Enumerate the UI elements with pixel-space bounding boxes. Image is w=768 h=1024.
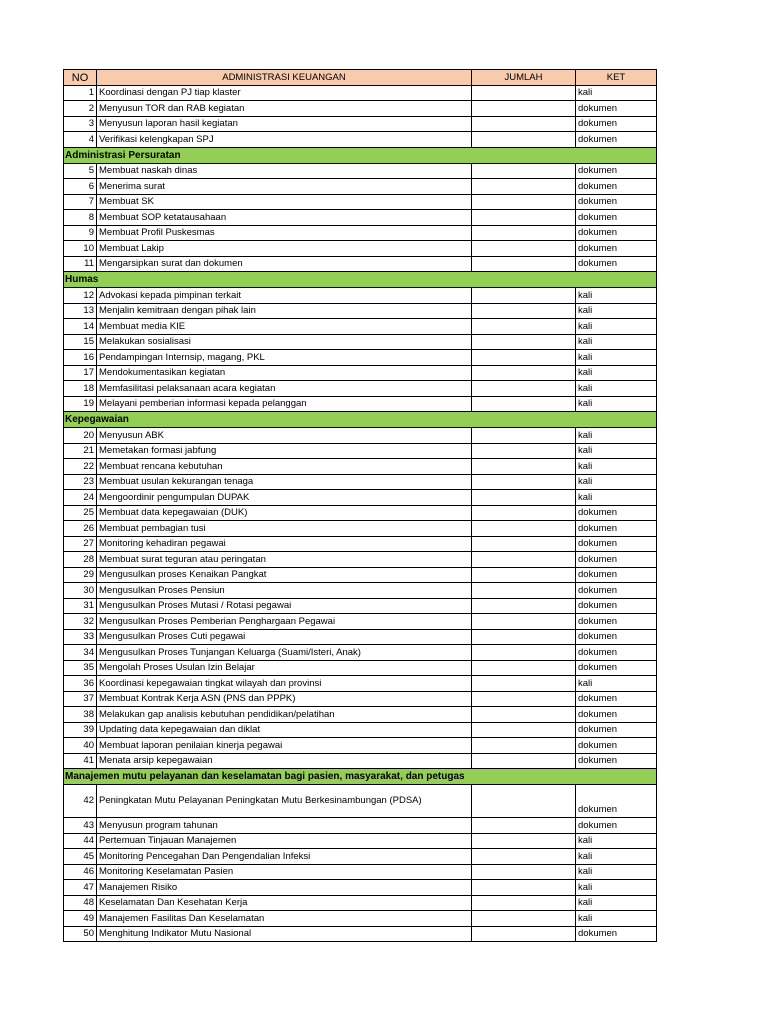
table-row xyxy=(64,505,657,521)
cell-description: Verifikasi kelengkapan SPJ xyxy=(97,132,472,148)
cell-description: Pertemuan Tinjauan Manajemen xyxy=(97,833,472,849)
cell-jumlah xyxy=(472,738,576,754)
cell-ket: dokumen xyxy=(576,753,657,769)
cell-no: 2 xyxy=(64,101,97,117)
spreadsheet-table xyxy=(63,69,657,942)
cell-jumlah xyxy=(472,707,576,723)
table-row xyxy=(64,738,657,754)
cell-description: Membuat Profil Puskesmas xyxy=(97,225,472,241)
cell-no: 6 xyxy=(64,179,97,195)
table-row xyxy=(64,722,657,738)
cell-jumlah xyxy=(472,926,576,942)
table-row xyxy=(64,163,657,179)
table-row xyxy=(64,179,657,195)
table-row xyxy=(64,926,657,942)
cell-jumlah xyxy=(472,101,576,117)
cell-description: Menyusun TOR dan RAB kegiatan xyxy=(97,101,472,117)
cell-no: 24 xyxy=(64,490,97,506)
cell-ket: dokumen xyxy=(576,614,657,630)
cell-ket: dokumen xyxy=(576,785,657,818)
cell-jumlah xyxy=(472,598,576,614)
table-row xyxy=(64,85,657,101)
cell-jumlah xyxy=(472,567,576,583)
cell-ket: dokumen xyxy=(576,645,657,661)
cell-jumlah xyxy=(472,753,576,769)
cell-ket: kali xyxy=(576,319,657,335)
cell-jumlah xyxy=(472,676,576,692)
cell-description: Koordinasi kepegawaian tingkat wilayah dan provinsi xyxy=(97,676,472,692)
table-row xyxy=(64,334,657,350)
table-row xyxy=(64,753,657,769)
cell-jumlah xyxy=(472,225,576,241)
cell-jumlah xyxy=(472,833,576,849)
section-row xyxy=(64,769,657,785)
cell-jumlah xyxy=(472,381,576,397)
cell-ket: dokumen xyxy=(576,707,657,723)
table-row xyxy=(64,319,657,335)
cell-no: 31 xyxy=(64,598,97,614)
cell-jumlah xyxy=(472,474,576,490)
cell-description: Mengusulkan Proses Mutasi / Rotasi pegawai xyxy=(97,598,472,614)
table-row xyxy=(64,614,657,630)
table-row xyxy=(64,474,657,490)
cell-no: 42 xyxy=(64,785,97,818)
header-row xyxy=(64,70,657,86)
cell-no: 17 xyxy=(64,365,97,381)
cell-jumlah xyxy=(472,132,576,148)
table-row xyxy=(64,101,657,117)
cell-description: Menyusun ABK xyxy=(97,428,472,444)
table-row xyxy=(64,256,657,272)
cell-ket: kali xyxy=(576,490,657,506)
cell-jumlah xyxy=(472,334,576,350)
cell-jumlah xyxy=(472,256,576,272)
table-row xyxy=(64,660,657,676)
cell-jumlah xyxy=(472,614,576,630)
cell-description: Membuat surat teguran atau peringatan xyxy=(97,552,472,568)
cell-jumlah xyxy=(472,319,576,335)
table-row xyxy=(64,536,657,552)
cell-ket: dokumen xyxy=(576,210,657,226)
cell-ket: kali xyxy=(576,303,657,319)
table-row xyxy=(64,521,657,537)
cell-jumlah xyxy=(472,552,576,568)
cell-description: Menjalin kemitraan dengan pihak lain xyxy=(97,303,472,319)
table-row xyxy=(64,707,657,723)
cell-jumlah xyxy=(472,521,576,537)
cell-no: 11 xyxy=(64,256,97,272)
cell-jumlah xyxy=(472,785,576,818)
table-row xyxy=(64,849,657,865)
cell-jumlah xyxy=(472,443,576,459)
cell-description: Membuat pembagian tusi xyxy=(97,521,472,537)
cell-no: 18 xyxy=(64,381,97,397)
table-row xyxy=(64,645,657,661)
cell-description: Menata arsip kepegawaian xyxy=(97,753,472,769)
cell-jumlah xyxy=(472,241,576,257)
table-row xyxy=(64,864,657,880)
cell-description: Updating data kepegawaian dan diklat xyxy=(97,722,472,738)
cell-description: Membuat data kepegawaian (DUK) xyxy=(97,505,472,521)
cell-ket: dokumen xyxy=(576,132,657,148)
cell-jumlah xyxy=(472,365,576,381)
cell-ket: kali xyxy=(576,833,657,849)
cell-description: Mengusulkan Proses Tunjangan Keluarga (Suami/Isteri, Anak) xyxy=(97,645,472,661)
cell-no: 48 xyxy=(64,895,97,911)
cell-no: 36 xyxy=(64,676,97,692)
section-row xyxy=(64,147,657,163)
table-row xyxy=(64,911,657,927)
cell-no: 22 xyxy=(64,459,97,475)
cell-no: 28 xyxy=(64,552,97,568)
cell-description: Monitoring Keselamatan Pasien xyxy=(97,864,472,880)
cell-ket: kali xyxy=(576,428,657,444)
cell-jumlah xyxy=(472,583,576,599)
cell-description: Membuat media KIE xyxy=(97,319,472,335)
cell-no: 7 xyxy=(64,194,97,210)
cell-no: 13 xyxy=(64,303,97,319)
cell-ket: kali xyxy=(576,288,657,304)
cell-no: 15 xyxy=(64,334,97,350)
cell-description: Mengoordinir pengumpulan DUPAK xyxy=(97,490,472,506)
section-label: Manajemen mutu pelayanan dan keselamatan bagi pasien, masyarakat, dan petugas xyxy=(64,769,657,785)
table-row xyxy=(64,833,657,849)
table-row xyxy=(64,210,657,226)
cell-ket: kali xyxy=(576,381,657,397)
cell-no: 26 xyxy=(64,521,97,537)
section-label: Kepegawaian xyxy=(64,412,657,428)
cell-ket: kali xyxy=(576,849,657,865)
cell-description: Manajemen Risiko xyxy=(97,880,472,896)
table-row xyxy=(64,194,657,210)
section-row xyxy=(64,272,657,288)
cell-description: Mengusulkan Proses Pemberian Penghargaan Pegawai xyxy=(97,614,472,630)
cell-no: 38 xyxy=(64,707,97,723)
cell-ket: dokumen xyxy=(576,598,657,614)
cell-no: 43 xyxy=(64,818,97,834)
cell-ket: dokumen xyxy=(576,116,657,132)
cell-description: Menerima surat xyxy=(97,179,472,195)
table-row xyxy=(64,785,657,818)
cell-description: Memetakan formasi jabfung xyxy=(97,443,472,459)
cell-ket: kali xyxy=(576,350,657,366)
cell-ket: dokumen xyxy=(576,691,657,707)
cell-jumlah xyxy=(472,85,576,101)
table-row xyxy=(64,365,657,381)
cell-description: Membuat usulan kekurangan tenaga xyxy=(97,474,472,490)
cell-jumlah xyxy=(472,428,576,444)
cell-description: Melakukan gap analisis kebutuhan pendidikan/pelatihan xyxy=(97,707,472,723)
cell-jumlah xyxy=(472,490,576,506)
cell-no: 19 xyxy=(64,396,97,412)
cell-jumlah xyxy=(472,163,576,179)
cell-no: 3 xyxy=(64,116,97,132)
table-row xyxy=(64,895,657,911)
cell-no: 35 xyxy=(64,660,97,676)
cell-description: Menyusun program tahunan xyxy=(97,818,472,834)
cell-ket: dokumen xyxy=(576,241,657,257)
header-title: ADMINISTRASI KEUANGAN xyxy=(97,70,472,86)
cell-ket: dokumen xyxy=(576,505,657,521)
cell-no: 37 xyxy=(64,691,97,707)
cell-no: 25 xyxy=(64,505,97,521)
table-body xyxy=(64,85,657,942)
cell-description: Advokasi kepada pimpinan terkait xyxy=(97,288,472,304)
cell-no: 46 xyxy=(64,864,97,880)
cell-jumlah xyxy=(472,210,576,226)
cell-ket: kali xyxy=(576,676,657,692)
cell-no: 33 xyxy=(64,629,97,645)
cell-no: 50 xyxy=(64,926,97,942)
table-row xyxy=(64,691,657,707)
cell-ket: dokumen xyxy=(576,722,657,738)
cell-jumlah xyxy=(472,194,576,210)
cell-description: Melakukan sosialisasi xyxy=(97,334,472,350)
cell-no: 10 xyxy=(64,241,97,257)
cell-ket: dokumen xyxy=(576,194,657,210)
cell-jumlah xyxy=(472,691,576,707)
cell-no: 34 xyxy=(64,645,97,661)
cell-description: Mengusulkan proses Kenaikan Pangkat xyxy=(97,567,472,583)
cell-description: Mengarsipkan surat dan dokumen xyxy=(97,256,472,272)
section-label: Administrasi Persuratan xyxy=(64,147,657,163)
cell-ket: dokumen xyxy=(576,521,657,537)
cell-no: 20 xyxy=(64,428,97,444)
cell-jumlah xyxy=(472,880,576,896)
cell-no: 8 xyxy=(64,210,97,226)
cell-no: 16 xyxy=(64,350,97,366)
cell-ket: dokumen xyxy=(576,101,657,117)
cell-description: Membuat Lakip xyxy=(97,241,472,257)
cell-jumlah xyxy=(472,288,576,304)
cell-no: 49 xyxy=(64,911,97,927)
cell-ket: kali xyxy=(576,459,657,475)
cell-jumlah xyxy=(472,179,576,195)
cell-description: Koordinasi dengan PJ tiap klaster xyxy=(97,85,472,101)
cell-description: Manajemen Fasilitas Dan Keselamatan xyxy=(97,911,472,927)
cell-no: 47 xyxy=(64,880,97,896)
cell-no: 12 xyxy=(64,288,97,304)
table-row xyxy=(64,116,657,132)
cell-ket: dokumen xyxy=(576,629,657,645)
cell-no: 39 xyxy=(64,722,97,738)
cell-ket: kali xyxy=(576,895,657,911)
cell-description: Keselamatan Dan Kesehatan Kerja xyxy=(97,895,472,911)
table-row xyxy=(64,443,657,459)
cell-ket: kali xyxy=(576,474,657,490)
cell-no: 21 xyxy=(64,443,97,459)
cell-no: 1 xyxy=(64,85,97,101)
cell-description: Membuat SOP ketatausahaan xyxy=(97,210,472,226)
table-row xyxy=(64,303,657,319)
table-row xyxy=(64,288,657,304)
cell-ket: dokumen xyxy=(576,225,657,241)
cell-jumlah xyxy=(472,505,576,521)
cell-description: Memfasilitasi pelaksanaan acara kegiatan xyxy=(97,381,472,397)
table-row xyxy=(64,676,657,692)
cell-jumlah xyxy=(472,864,576,880)
table-row xyxy=(64,552,657,568)
cell-jumlah xyxy=(472,645,576,661)
table-row xyxy=(64,428,657,444)
cell-description: Pendampingan Internsip, magang, PKL xyxy=(97,350,472,366)
cell-no: 32 xyxy=(64,614,97,630)
cell-jumlah xyxy=(472,396,576,412)
header-ket: KET xyxy=(576,70,657,86)
cell-no: 14 xyxy=(64,319,97,335)
cell-description: Monitoring kehadiran pegawai xyxy=(97,536,472,552)
cell-ket: dokumen xyxy=(576,163,657,179)
table-row xyxy=(64,490,657,506)
table-row xyxy=(64,598,657,614)
cell-ket: kali xyxy=(576,443,657,459)
cell-no: 45 xyxy=(64,849,97,865)
cell-jumlah xyxy=(472,911,576,927)
cell-ket: kali xyxy=(576,85,657,101)
cell-description: Mengusulkan Proses Cuti pegawai xyxy=(97,629,472,645)
cell-description: Mengolah Proses Usulan Izin Belajar xyxy=(97,660,472,676)
cell-jumlah xyxy=(472,818,576,834)
cell-ket: dokumen xyxy=(576,536,657,552)
table-row xyxy=(64,629,657,645)
section-row xyxy=(64,412,657,428)
table-row xyxy=(64,381,657,397)
cell-jumlah xyxy=(472,536,576,552)
table-row xyxy=(64,241,657,257)
header-no: NO xyxy=(64,70,97,86)
cell-description: Monitoring Pencegahan Dan Pengendalian Infeksi xyxy=(97,849,472,865)
cell-ket: kali xyxy=(576,334,657,350)
cell-jumlah xyxy=(472,350,576,366)
cell-jumlah xyxy=(472,660,576,676)
cell-ket: kali xyxy=(576,864,657,880)
cell-jumlah xyxy=(472,116,576,132)
cell-description: Membuat rencana kebutuhan xyxy=(97,459,472,475)
table-row xyxy=(64,459,657,475)
cell-jumlah xyxy=(472,629,576,645)
cell-description: Membuat SK xyxy=(97,194,472,210)
cell-description: Membuat laporan penilaian kinerja pegawai xyxy=(97,738,472,754)
cell-description: Melayani pemberian informasi kepada pelanggan xyxy=(97,396,472,412)
cell-ket: dokumen xyxy=(576,660,657,676)
table-row xyxy=(64,350,657,366)
cell-description: Membuat Kontrak Kerja ASN (PNS dan PPPK) xyxy=(97,691,472,707)
table-row xyxy=(64,132,657,148)
cell-ket: kali xyxy=(576,396,657,412)
cell-ket: dokumen xyxy=(576,926,657,942)
cell-jumlah xyxy=(472,895,576,911)
cell-description: Membuat naskah dinas xyxy=(97,163,472,179)
table-row xyxy=(64,225,657,241)
table-row xyxy=(64,880,657,896)
section-label: Humas xyxy=(64,272,657,288)
cell-no: 29 xyxy=(64,567,97,583)
cell-no: 4 xyxy=(64,132,97,148)
cell-no: 9 xyxy=(64,225,97,241)
table-row xyxy=(64,818,657,834)
cell-ket: dokumen xyxy=(576,738,657,754)
cell-no: 44 xyxy=(64,833,97,849)
cell-no: 40 xyxy=(64,738,97,754)
header-jumlah: JUMLAH xyxy=(472,70,576,86)
cell-jumlah xyxy=(472,849,576,865)
cell-no: 23 xyxy=(64,474,97,490)
cell-no: 41 xyxy=(64,753,97,769)
cell-jumlah xyxy=(472,722,576,738)
cell-ket: dokumen xyxy=(576,179,657,195)
cell-description: Mendokumentasikan kegiatan xyxy=(97,365,472,381)
cell-ket: kali xyxy=(576,365,657,381)
cell-ket: dokumen xyxy=(576,583,657,599)
cell-description: Peningkatan Mutu Pelayanan Peningkatan Mutu Berkesinambungan (PDSA) xyxy=(97,785,472,818)
table-row xyxy=(64,396,657,412)
cell-no: 30 xyxy=(64,583,97,599)
cell-no: 27 xyxy=(64,536,97,552)
cell-ket: dokumen xyxy=(576,256,657,272)
cell-description: Menyusun laporan hasil kegiatan xyxy=(97,116,472,132)
cell-jumlah xyxy=(472,459,576,475)
table-row xyxy=(64,583,657,599)
cell-ket: dokumen xyxy=(576,552,657,568)
cell-no: 5 xyxy=(64,163,97,179)
cell-ket: kali xyxy=(576,911,657,927)
cell-description: Menghitung Indikator Mutu Nasional xyxy=(97,926,472,942)
cell-ket: dokumen xyxy=(576,818,657,834)
cell-ket: kali xyxy=(576,880,657,896)
table-row xyxy=(64,567,657,583)
cell-ket: dokumen xyxy=(576,567,657,583)
cell-description: Mengusulkan Proses Pensiun xyxy=(97,583,472,599)
cell-jumlah xyxy=(472,303,576,319)
